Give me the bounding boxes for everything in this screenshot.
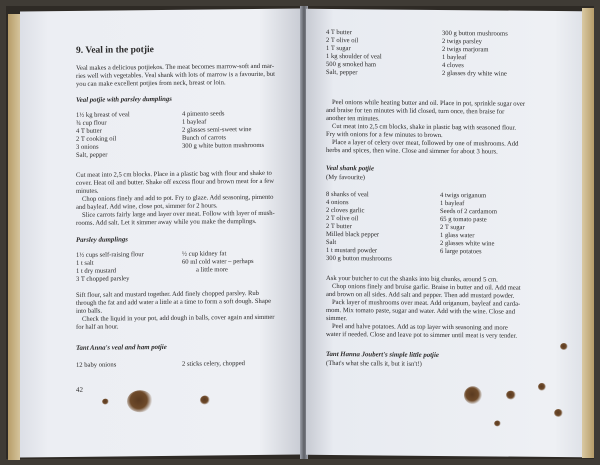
ingredient: Bunch of carrots [182, 134, 226, 142]
ingredient: 2 twigs parsley [442, 37, 482, 46]
page-number: 42 [76, 385, 83, 394]
method-line: Chop onions finely and bruise garlic. Braise in butter and oil. Add meat [332, 283, 521, 292]
ingredient: 1 kg shoulder of veal [326, 52, 382, 61]
ingredient: 4 T butter [76, 127, 102, 135]
method-line: and bayleaf. Add wine, close pot, simmer for 2 hours. [76, 202, 218, 211]
method-line: Chop onions finely and add to pot. Fry to glaze. Add seasoning, pimento [82, 193, 274, 203]
ingredient: Salt [326, 238, 337, 247]
ingredient: 4 cloves [442, 61, 464, 70]
method-line: minutes. [76, 187, 99, 195]
method-line: into balls. [76, 307, 103, 315]
food-stain [464, 386, 482, 404]
method-line: Cut meat into 2,5 cm blocks. Place in a plastic bag with flour and shake to [76, 169, 272, 179]
recipe-subtitle: (That's what she calls it, but it isn't!) [326, 359, 422, 368]
intro-line: ries well with vegetables. Veal shank with lots of marrow is a favourite, but [76, 70, 275, 80]
recipe-title: Tant Anna's veal and ham potjie [76, 343, 167, 352]
ingredient: 2 T sugar [440, 223, 465, 232]
method-line: Cut meat into 2,5 cm blocks, shake in plastic bag with seasoned flour. [332, 123, 517, 132]
ingredient: 4 twigs origanum [440, 191, 487, 200]
method-line: another ten minutes. [326, 114, 380, 123]
ingredient: 1½ kg breast of veal [76, 111, 130, 119]
method-line: Fry with onions for a few minutes to brown. [326, 130, 443, 139]
ingredient: 2 glasses semi-sweet wine [182, 126, 252, 134]
ingredient: 300 g button mushrooms [326, 254, 392, 263]
ingredient: 6 large potatoes [440, 247, 482, 256]
ingredient: 2 glasses dry white wine [442, 69, 507, 78]
method-line: through the fat and add water a little at a time to form a soft dough. Shape [76, 297, 272, 307]
ingredient: 1 bayleaf [440, 199, 465, 208]
ingredient: 4 pimento seeds [182, 110, 225, 118]
method-line: rooms. Add salt. Let it simmer away while you make the dumplings. [76, 217, 257, 227]
ingredient: 60 ml cold water – perhaps [182, 258, 254, 266]
ingredient: 2 sticks celery, chopped [182, 360, 245, 368]
food-stain [538, 383, 546, 391]
ingredient: 2 T olive oil [326, 214, 359, 223]
method-line: Peel and halve potatoes. Add as top layer with seasoning and more [332, 323, 508, 332]
ingredient: 65 g tomato paste [440, 215, 487, 224]
food-stain [494, 420, 501, 426]
method-line: water if needed. Close and leave pot to simmer until meat is very tender. [326, 330, 517, 340]
ingredient: 2 T olive oil [326, 36, 359, 45]
ingredient: a little more [196, 266, 228, 274]
method-line: Peel onions while heating butter and oil. Place in pot, sprinkle sugar over [332, 99, 526, 108]
ingredient: 2 twigs marjoram [442, 45, 489, 54]
ingredient: 1 T sugar [326, 44, 351, 53]
ingredient: 1 t mustard powder [326, 246, 378, 255]
ingredient: Salt, pepper [76, 151, 108, 159]
food-stain [506, 391, 516, 400]
ingredient: 1 bayleaf [442, 53, 467, 62]
method-line: Sift flour, salt and mustard together. Add finely chopped parsley. Rub [76, 289, 259, 299]
food-stain [127, 390, 153, 412]
ingredient: 300 g button mushrooms [442, 29, 508, 38]
method-line: Place a layer of celery over meat, followed by one of mushrooms. Add [332, 139, 519, 148]
ingredient: 1½ cups self-raising flour [76, 251, 144, 259]
method-line: and brown on all sides. Add salt and pepper. Then add mustard powder. [326, 290, 515, 300]
ingredient: 500 g smoked ham [326, 60, 376, 69]
ingredient: 300 g white button mushrooms [182, 141, 265, 150]
recipe-title: Tant Hanna Joubert's simple little potjie [326, 350, 439, 359]
right-page-edges [582, 8, 594, 458]
method-line: for half an hour. [76, 323, 119, 331]
method-line: Slice carrots fairly large and layer over meat. Follow with layer of mush- [82, 209, 275, 219]
intro-line: Veal makes a delicious potjiekos. The meat becomes marrow-soft and mar- [76, 62, 275, 72]
ingredient: 1 t salt [76, 259, 94, 267]
method-line: Ask your butcher to cut the shanks into big chunks, around 5 cm. [326, 274, 498, 284]
method-line: mom. Mix tomato paste, sugar and water. Add with the wine. Close and [326, 306, 515, 316]
food-stain [102, 399, 109, 405]
ingredient: 2 glasses white wine [440, 239, 495, 248]
recipe-subtitle: (My favourite) [326, 173, 365, 182]
ingredient: ¾ cup flour [76, 119, 107, 127]
left-page-edges [8, 14, 20, 460]
ingredient: 2 cloves garlic [326, 206, 365, 215]
ingredient: ½ cup kidney fat [182, 250, 227, 258]
ingredient: 4 onions [326, 198, 349, 207]
ingredient: 12 baby onions [76, 361, 117, 369]
recipe-title: Veal potjie with parsley dumplings [76, 95, 172, 104]
food-stain [200, 395, 210, 404]
recipe-title: Veal shank potjie [326, 164, 374, 173]
ingredient: 8 shanks of veal [326, 190, 369, 199]
ingredient: 2 T butter [326, 222, 352, 231]
ingredient: 1 glass water [440, 231, 475, 240]
ingredient: 4 T butter [326, 28, 352, 37]
method-line: herbs and spices, then wine. Close and simmer for about 3 hours. [326, 146, 498, 156]
food-stain [560, 343, 568, 350]
ingredient: 2 T cooking oil [76, 135, 117, 143]
method-line: cover. Heat oil and butter. Shake off excess flour and brown meat for a few [76, 177, 274, 187]
ingredient: Salt, pepper [326, 68, 358, 77]
method-line: Check the liquid in your pot, add dough in balls, cover again and simmer [82, 313, 275, 323]
ingredient: 1 bayleaf [182, 118, 207, 126]
ingredient: 1 t dry mustard [76, 267, 117, 275]
method-line: Pack layer of mushrooms over meat. Add origanum, bayleaf and carda- [332, 299, 521, 308]
ingredient: Milled black pepper [326, 230, 380, 239]
chapter-title: 9. Veal in the potjie [76, 45, 154, 56]
ingredient: 3 onions [76, 143, 99, 151]
food-stain [554, 409, 563, 417]
method-line: and braise for ten minutes with lid closed, turn once, then braise for [326, 106, 505, 116]
left-page [20, 9, 301, 458]
recipe-title: Parsley dumplings [76, 236, 128, 244]
ingredient: Seeds of 2 cardamom [440, 207, 497, 216]
method-line: simmer. [326, 314, 348, 323]
open-book [6, 6, 594, 459]
ingredient: 3 T chopped parsley [76, 275, 130, 283]
intro-line: you can make excellent potjies from neck, breast or loin. [76, 79, 226, 88]
right-page [306, 9, 582, 457]
